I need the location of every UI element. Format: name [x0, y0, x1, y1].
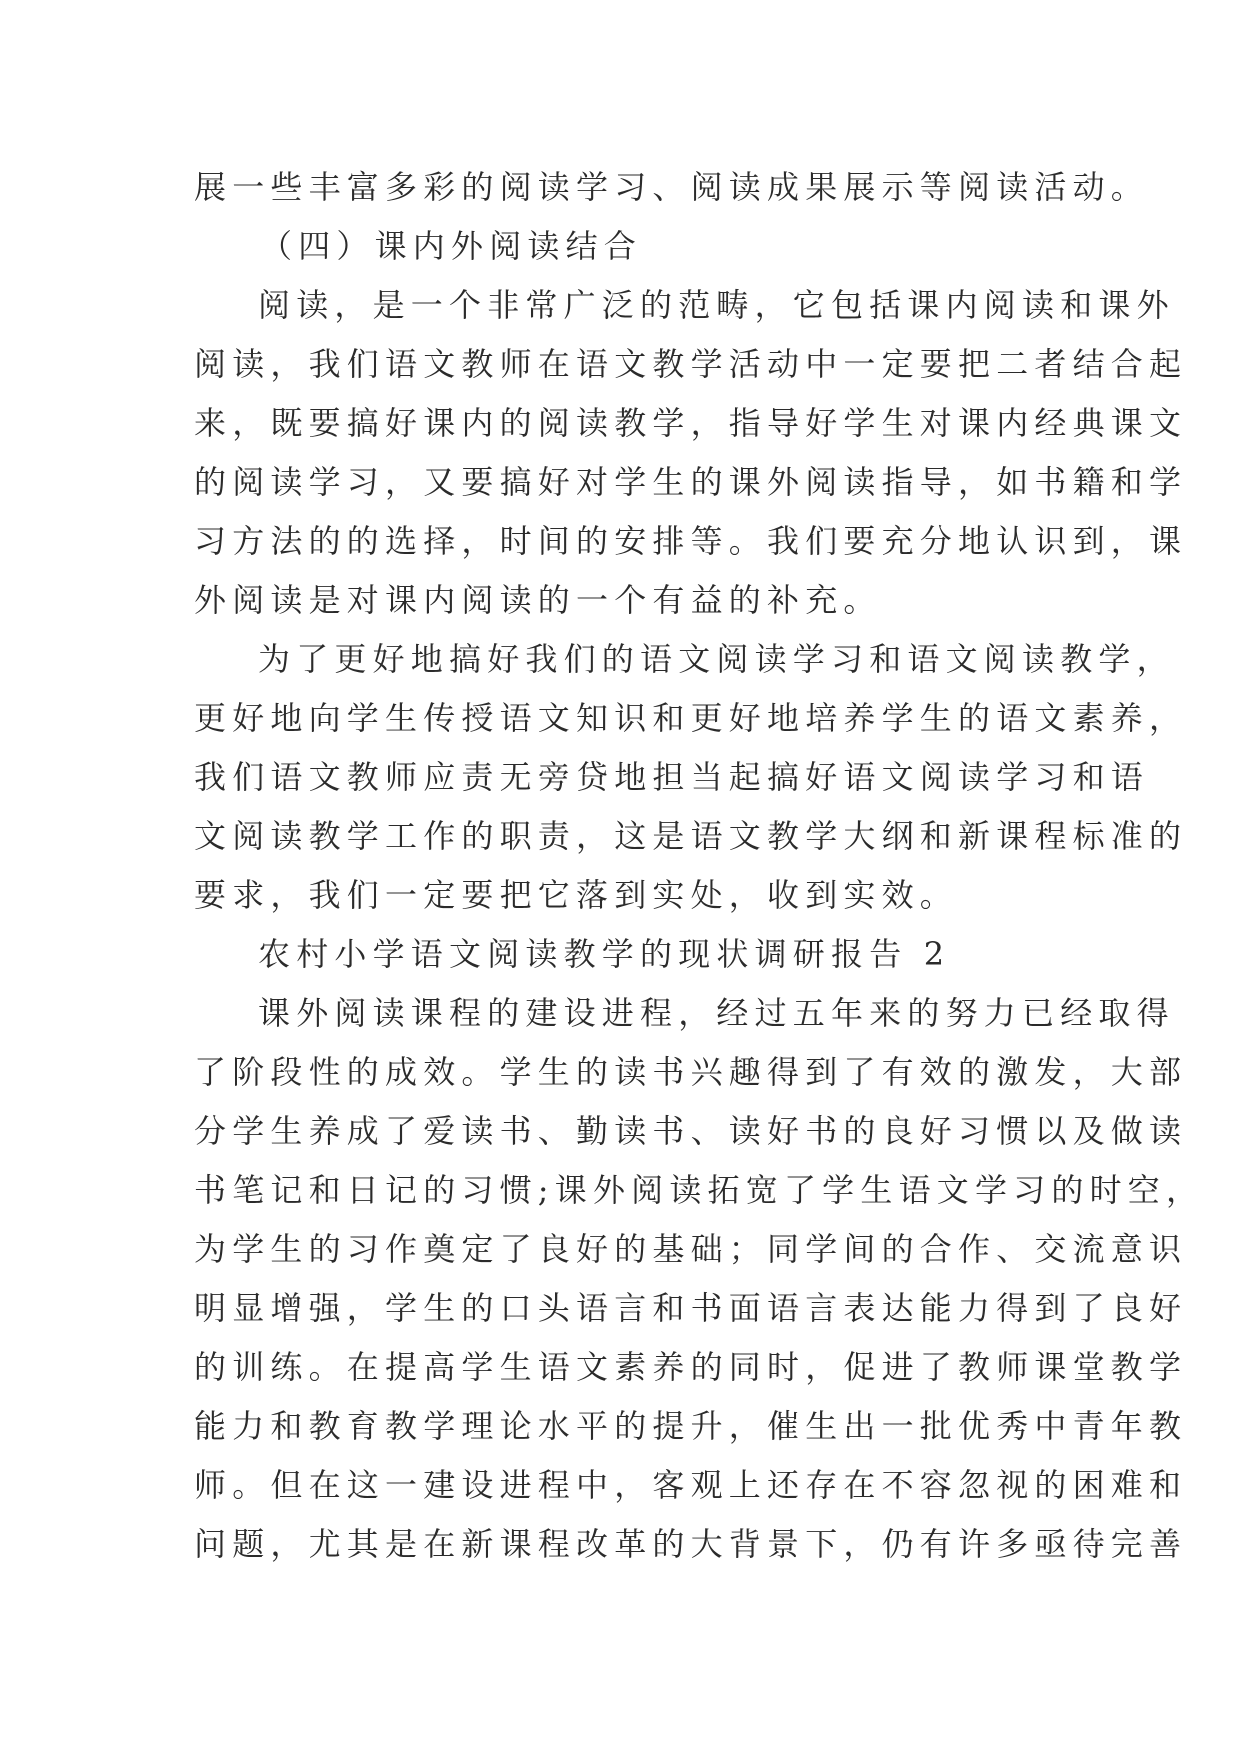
- text-line: 文阅读教学工作的职责，这是语文教学大纲和新课程标准的: [194, 817, 1188, 855]
- text-line: 为了更好地搞好我们的语文阅读学习和语文阅读教学，: [258, 640, 1175, 678]
- text-line: 分学生养成了爱读书、勤读书、读好书的良好习惯以及做读: [194, 1112, 1188, 1150]
- section-heading: （四）课内外阅读结合: [260, 227, 643, 265]
- text-line: 阅读，我们语文教师在语文教学活动中一定要把二者结合起: [194, 345, 1188, 383]
- text-line: 书笔记和日记的习惯;课外阅读拓宽了学生语文学习的时空，: [194, 1171, 1205, 1209]
- text-line: 为学生的习作奠定了良好的基础；同学间的合作、交流意识: [194, 1230, 1188, 1268]
- text-line: 阅读，是一个非常广泛的范畴，它包括课内阅读和课外: [258, 286, 1175, 324]
- text-line: 来，既要搞好课内的阅读教学，指导好学生对课内经典课文: [194, 404, 1188, 442]
- text-line: 师。但在这一建设进程中，客观上还存在不容忽视的困难和: [194, 1466, 1188, 1504]
- body-text: [194, 158, 1205, 1574]
- report-title: 农村小学语文阅读教学的现状调研报告 2: [258, 935, 951, 973]
- text-line: 更好地向学生传授语文知识和更好地培养学生的语文素养，: [194, 699, 1188, 737]
- text-line: 的阅读学习，又要搞好对学生的课外阅读指导，如书籍和学: [194, 463, 1188, 501]
- text-line: 的训练。在提高学生语文素养的同时，促进了教师课堂教学: [194, 1348, 1188, 1386]
- text-line: 明显增强，学生的口头语言和书面语言表达能力得到了良好: [194, 1289, 1188, 1327]
- text-line: 课外阅读课程的建设进程，经过五年来的努力已经取得: [258, 994, 1175, 1032]
- text-line: 了阶段性的成效。学生的读书兴趣得到了有效的激发，大部: [194, 1053, 1188, 1091]
- text-line: 要求，我们一定要把它落到实处，收到实效。: [194, 876, 959, 914]
- text-line: 我们语文教师应责无旁贷地担当起搞好语文阅读学习和语: [194, 758, 1150, 796]
- text-line: 外阅读是对课内阅读的一个有益的补充。: [194, 581, 882, 619]
- text-line: 能力和教育教学理论水平的提升，催生出一批优秀中青年教: [194, 1407, 1188, 1445]
- text-line: 问题，尤其是在新课程改革的大背景下，仍有许多亟待完善: [194, 1525, 1188, 1563]
- text-line: 习方法的的选择，时间的安排等。我们要充分地认识到，课: [194, 522, 1188, 560]
- text-line: 展一些丰富多彩的阅读学习、阅读成果展示等阅读活动。: [194, 168, 1150, 206]
